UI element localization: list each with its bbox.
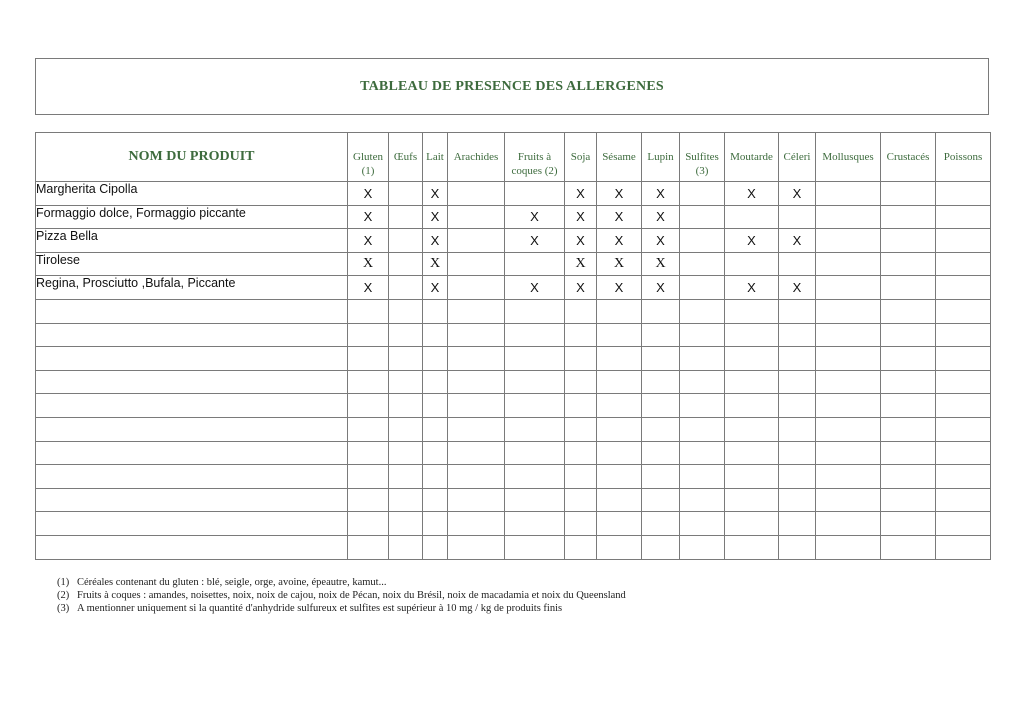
- allergen-cell: [642, 535, 680, 559]
- allergen-cell: [597, 370, 642, 394]
- allergen-cell: [680, 323, 725, 347]
- footnote: (3) A mentionner uniquement si la quantité d'anhydride sulfureux et sulfites est supérieur à 10 mg / kg de produits finis: [57, 603, 563, 614]
- empty-row: [36, 465, 991, 489]
- allergen-cell: X: [725, 276, 779, 300]
- allergen-cell: X: [348, 229, 389, 253]
- allergen-cell: [348, 512, 389, 536]
- allergen-cell: [680, 394, 725, 418]
- allergen-cell: [348, 347, 389, 371]
- empty-row: [36, 323, 991, 347]
- product-name-cell: Margherita Cipolla: [36, 182, 348, 206]
- allergen-cell: [779, 488, 816, 512]
- allergen-cell: [680, 441, 725, 465]
- allergen-cell: [936, 347, 991, 371]
- allergen-cell: X: [642, 205, 680, 229]
- allergen-cell: [565, 417, 597, 441]
- allergen-cell: [505, 488, 565, 512]
- allergen-cell: [597, 394, 642, 418]
- allergen-cell: X: [642, 276, 680, 300]
- allergen-cell: [597, 488, 642, 512]
- allergen-cell: [423, 488, 448, 512]
- allergen-cell: [881, 535, 936, 559]
- allergen-cell: [680, 347, 725, 371]
- allergen-cell: [389, 417, 423, 441]
- allergen-cell: [642, 394, 680, 418]
- allergen-cell: X: [348, 182, 389, 206]
- allergen-cell: [779, 370, 816, 394]
- allergen-cell: [448, 299, 505, 323]
- table-row: [36, 229, 991, 253]
- allergen-cell: [565, 441, 597, 465]
- allergen-cell: [348, 417, 389, 441]
- allergen-cell: [597, 535, 642, 559]
- allergen-cell: [881, 347, 936, 371]
- column-header: Crustacés: [881, 133, 936, 182]
- empty-row: [36, 347, 991, 371]
- table-row: [36, 182, 991, 206]
- allergen-cell: [725, 205, 779, 229]
- column-header: Céleri: [779, 133, 816, 182]
- allergen-cell: [505, 441, 565, 465]
- allergen-cell: X: [565, 205, 597, 229]
- allergen-cell: [881, 512, 936, 536]
- allergen-cell: [565, 299, 597, 323]
- allergen-cell: [816, 417, 881, 441]
- allergen-cell: [565, 512, 597, 536]
- allergen-cell: X: [565, 276, 597, 300]
- allergen-cell: [565, 535, 597, 559]
- product-name-cell: [36, 394, 348, 418]
- allergen-cell: X: [565, 229, 597, 253]
- allergen-cell: [680, 512, 725, 536]
- product-name-cell: [36, 488, 348, 512]
- allergen-cell: [389, 182, 423, 206]
- allergen-cell: [779, 441, 816, 465]
- allergen-cell: [448, 276, 505, 300]
- empty-row: [36, 370, 991, 394]
- allergen-cell: [936, 465, 991, 489]
- allergen-cell: [389, 276, 423, 300]
- allergen-cell: [565, 370, 597, 394]
- allergen-cell: [680, 182, 725, 206]
- allergen-cell: [936, 205, 991, 229]
- allergen-cell: [348, 323, 389, 347]
- allergen-cell: [448, 417, 505, 441]
- allergen-cell: [642, 488, 680, 512]
- allergen-cell: [448, 465, 505, 489]
- allergen-cell: [816, 512, 881, 536]
- empty-row: [36, 417, 991, 441]
- allergen-cell: [881, 229, 936, 253]
- allergen-cell: [680, 465, 725, 489]
- allergen-cell: [680, 276, 725, 300]
- column-header: Lait: [423, 133, 448, 182]
- allergen-cell: [816, 323, 881, 347]
- allergen-cell: [816, 465, 881, 489]
- allergen-cell: X: [597, 252, 642, 276]
- allergen-cell: [642, 299, 680, 323]
- allergen-cell: [725, 488, 779, 512]
- allergen-cell: [936, 252, 991, 276]
- product-name-cell: [36, 323, 348, 347]
- allergen-cell: [881, 252, 936, 276]
- allergen-cell: [881, 465, 936, 489]
- allergen-cell: [423, 535, 448, 559]
- allergen-cell: [348, 465, 389, 489]
- allergen-cell: [423, 417, 448, 441]
- allergen-cell: [725, 465, 779, 489]
- allergen-cell: [423, 512, 448, 536]
- allergen-cell: [680, 488, 725, 512]
- allergen-cell: X: [725, 229, 779, 253]
- allergen-cell: X: [505, 276, 565, 300]
- allergen-cell: [565, 347, 597, 371]
- allergen-cell: [680, 252, 725, 276]
- allergen-cell: [680, 535, 725, 559]
- allergen-cell: [816, 394, 881, 418]
- allergen-cell: X: [505, 229, 565, 253]
- allergen-cell: [936, 417, 991, 441]
- allergen-cell: [779, 299, 816, 323]
- allergen-cell: X: [642, 229, 680, 253]
- table-row: [36, 205, 991, 229]
- allergen-cell: [505, 299, 565, 323]
- allergen-cell: X: [348, 252, 389, 276]
- allergen-cell: [423, 465, 448, 489]
- allergen-cell: [642, 441, 680, 465]
- allergen-cell: [448, 229, 505, 253]
- allergen-cell: [565, 323, 597, 347]
- allergen-cell: [389, 535, 423, 559]
- allergen-cell: [881, 276, 936, 300]
- allergen-cell: [881, 370, 936, 394]
- allergen-cell: X: [348, 276, 389, 300]
- allergen-cell: X: [505, 205, 565, 229]
- allergen-cell: [779, 323, 816, 347]
- allergen-cell: [936, 370, 991, 394]
- empty-row: [36, 394, 991, 418]
- allergen-cell: [423, 347, 448, 371]
- allergen-cell: [881, 394, 936, 418]
- allergen-cell: [936, 299, 991, 323]
- page-title: TABLEAU DE PRESENCE DES ALLERGENES: [360, 78, 664, 94]
- allergen-cell: [779, 535, 816, 559]
- allergen-cell: [642, 323, 680, 347]
- allergen-cell: [389, 229, 423, 253]
- allergen-cell: [816, 276, 881, 300]
- allergen-cell: [448, 347, 505, 371]
- allergen-cell: [725, 323, 779, 347]
- allergen-cell: [565, 394, 597, 418]
- allergen-cell: X: [348, 205, 389, 229]
- allergen-cell: [348, 394, 389, 418]
- allergen-cell: [725, 370, 779, 394]
- allergen-cell: [779, 347, 816, 371]
- allergen-cell: [448, 252, 505, 276]
- allergen-cell: [597, 417, 642, 441]
- allergen-cell: [423, 370, 448, 394]
- allergen-cell: [936, 229, 991, 253]
- footnote: (2) Fruits à coques : amandes, noisettes, noix, noix de cajou, noix de Pécan, noix du Brésil, noix de macadamia et noix du Queensland: [57, 590, 626, 601]
- allergen-cell: [505, 370, 565, 394]
- allergen-cell: [816, 182, 881, 206]
- allergen-cell: X: [423, 205, 448, 229]
- allergen-cell: X: [779, 182, 816, 206]
- table-row: [36, 252, 991, 276]
- allergen-cell: [779, 394, 816, 418]
- empty-row: [36, 512, 991, 536]
- allergen-cell: X: [423, 182, 448, 206]
- product-name-cell: Regina, Prosciutto ,Bufala, Piccante: [36, 276, 348, 300]
- allergen-cell: [680, 229, 725, 253]
- allergen-cell: [505, 465, 565, 489]
- allergen-cell: [816, 229, 881, 253]
- product-name-cell: [36, 535, 348, 559]
- allergen-cell: X: [725, 182, 779, 206]
- allergen-cell: [505, 535, 565, 559]
- allergen-cell: X: [642, 182, 680, 206]
- allergen-cell: [936, 535, 991, 559]
- allergen-cell: [348, 299, 389, 323]
- allergen-cell: [505, 347, 565, 371]
- allergen-cell: [725, 299, 779, 323]
- allergen-cell: [725, 394, 779, 418]
- product-name-cell: [36, 347, 348, 371]
- product-name-cell: Pizza Bella: [36, 229, 348, 253]
- allergen-cell: [423, 441, 448, 465]
- table-row: [36, 276, 991, 300]
- allergen-cell: [680, 370, 725, 394]
- allergen-cell: [816, 535, 881, 559]
- allergen-cell: [936, 394, 991, 418]
- allergen-cell: [389, 465, 423, 489]
- product-name-cell: Formaggio dolce, Formaggio piccante: [36, 205, 348, 229]
- allergen-cell: [505, 512, 565, 536]
- allergen-cell: [389, 252, 423, 276]
- allergen-cell: [936, 276, 991, 300]
- allergen-cell: X: [597, 182, 642, 206]
- allergen-cell: [881, 182, 936, 206]
- title-box: [35, 58, 989, 115]
- allergen-cell: [505, 394, 565, 418]
- allergen-cell: [423, 323, 448, 347]
- allergen-cell: X: [565, 252, 597, 276]
- column-header: Arachides: [448, 133, 505, 182]
- allergen-cell: [448, 441, 505, 465]
- allergen-cell: [779, 205, 816, 229]
- allergen-cell: [597, 441, 642, 465]
- column-header: Sulfites (3): [680, 133, 725, 182]
- allergen-cell: [448, 512, 505, 536]
- allergen-cell: [597, 347, 642, 371]
- allergen-cell: [597, 512, 642, 536]
- allergen-cell: [597, 465, 642, 489]
- allergen-cell: [642, 370, 680, 394]
- allergen-cell: X: [779, 276, 816, 300]
- allergen-cell: [505, 252, 565, 276]
- allergen-cell: [816, 441, 881, 465]
- allergen-cell: [505, 182, 565, 206]
- column-header: Poissons: [936, 133, 991, 182]
- allergen-cell: [448, 535, 505, 559]
- allergen-cell: [816, 252, 881, 276]
- allergen-cell: [448, 394, 505, 418]
- column-header: Sésame: [597, 133, 642, 182]
- allergen-cell: [725, 535, 779, 559]
- column-header: Œufs: [389, 133, 423, 182]
- allergen-cell: [936, 182, 991, 206]
- allergen-table: [35, 132, 991, 560]
- empty-row: [36, 535, 991, 559]
- column-header: Lupin: [642, 133, 680, 182]
- empty-row: [36, 441, 991, 465]
- allergen-cell: [389, 205, 423, 229]
- allergen-cell: [816, 205, 881, 229]
- allergen-cell: [725, 417, 779, 441]
- empty-row: [36, 299, 991, 323]
- allergen-cell: X: [597, 205, 642, 229]
- allergen-cell: [448, 205, 505, 229]
- allergen-cell: [816, 299, 881, 323]
- allergen-cell: [779, 417, 816, 441]
- allergen-cell: [936, 441, 991, 465]
- column-header-product: NOM DU PRODUIT: [36, 133, 348, 182]
- column-header: Gluten (1): [348, 133, 389, 182]
- allergen-cell: [779, 512, 816, 536]
- allergen-cell: X: [565, 182, 597, 206]
- allergen-cell: X: [423, 252, 448, 276]
- allergen-cell: [881, 417, 936, 441]
- allergen-cell: [680, 205, 725, 229]
- allergen-cell: X: [779, 229, 816, 253]
- allergen-cell: [389, 488, 423, 512]
- column-header: Moutarde: [725, 133, 779, 182]
- allergen-cell: [389, 347, 423, 371]
- allergen-cell: [505, 323, 565, 347]
- allergen-cell: [642, 347, 680, 371]
- column-header: Soja: [565, 133, 597, 182]
- product-name-cell: [36, 417, 348, 441]
- allergen-cell: [448, 182, 505, 206]
- product-name-cell: [36, 441, 348, 465]
- allergen-cell: X: [423, 229, 448, 253]
- product-name-cell: [36, 370, 348, 394]
- allergen-cell: [348, 370, 389, 394]
- allergen-cell: [881, 205, 936, 229]
- allergen-cell: [389, 512, 423, 536]
- allergen-cell: [389, 394, 423, 418]
- product-name-cell: [36, 512, 348, 536]
- allergen-cell: [725, 512, 779, 536]
- allergen-cell: [936, 512, 991, 536]
- footnote: (1) Céréales contenant du gluten : blé, seigle, orge, avoine, épeautre, kamut...: [57, 577, 387, 588]
- allergen-cell: [348, 441, 389, 465]
- allergen-cell: [448, 323, 505, 347]
- header-row: [36, 133, 991, 182]
- allergen-cell: [936, 323, 991, 347]
- allergen-cell: [348, 488, 389, 512]
- allergen-cell: [597, 323, 642, 347]
- allergen-cell: [725, 252, 779, 276]
- footnotes: [57, 576, 626, 615]
- allergen-cell: [725, 441, 779, 465]
- allergen-cell: [680, 417, 725, 441]
- column-header: Fruits à coques (2): [505, 133, 565, 182]
- allergen-cell: X: [423, 276, 448, 300]
- allergen-cell: [348, 535, 389, 559]
- allergen-cell: [448, 370, 505, 394]
- product-name-cell: [36, 299, 348, 323]
- allergen-cell: [448, 488, 505, 512]
- empty-row: [36, 488, 991, 512]
- allergen-cell: [881, 299, 936, 323]
- allergen-cell: [423, 394, 448, 418]
- allergen-cell: [505, 417, 565, 441]
- allergen-cell: [881, 323, 936, 347]
- allergen-cell: [816, 488, 881, 512]
- allergen-cell: [389, 370, 423, 394]
- column-header: Mollusques: [816, 133, 881, 182]
- product-name-cell: Tirolese: [36, 252, 348, 276]
- allergen-cell: [565, 488, 597, 512]
- allergen-cell: [389, 323, 423, 347]
- allergen-cell: [423, 299, 448, 323]
- allergen-cell: [680, 299, 725, 323]
- allergen-cell: [816, 370, 881, 394]
- allergen-cell: [881, 488, 936, 512]
- allergen-cell: [779, 465, 816, 489]
- allergen-cell: X: [642, 252, 680, 276]
- allergen-cell: [389, 299, 423, 323]
- allergen-cell: [725, 347, 779, 371]
- allergen-cell: [597, 299, 642, 323]
- allergen-cell: [642, 417, 680, 441]
- allergen-cell: [881, 441, 936, 465]
- allergen-cell: X: [597, 229, 642, 253]
- allergen-cell: [779, 252, 816, 276]
- allergen-cell: X: [597, 276, 642, 300]
- allergen-cell: [816, 347, 881, 371]
- allergen-cell: [389, 441, 423, 465]
- allergen-cell: [565, 465, 597, 489]
- allergen-cell: [642, 465, 680, 489]
- allergen-cell: [642, 512, 680, 536]
- product-name-cell: [36, 465, 348, 489]
- allergen-cell: [936, 488, 991, 512]
